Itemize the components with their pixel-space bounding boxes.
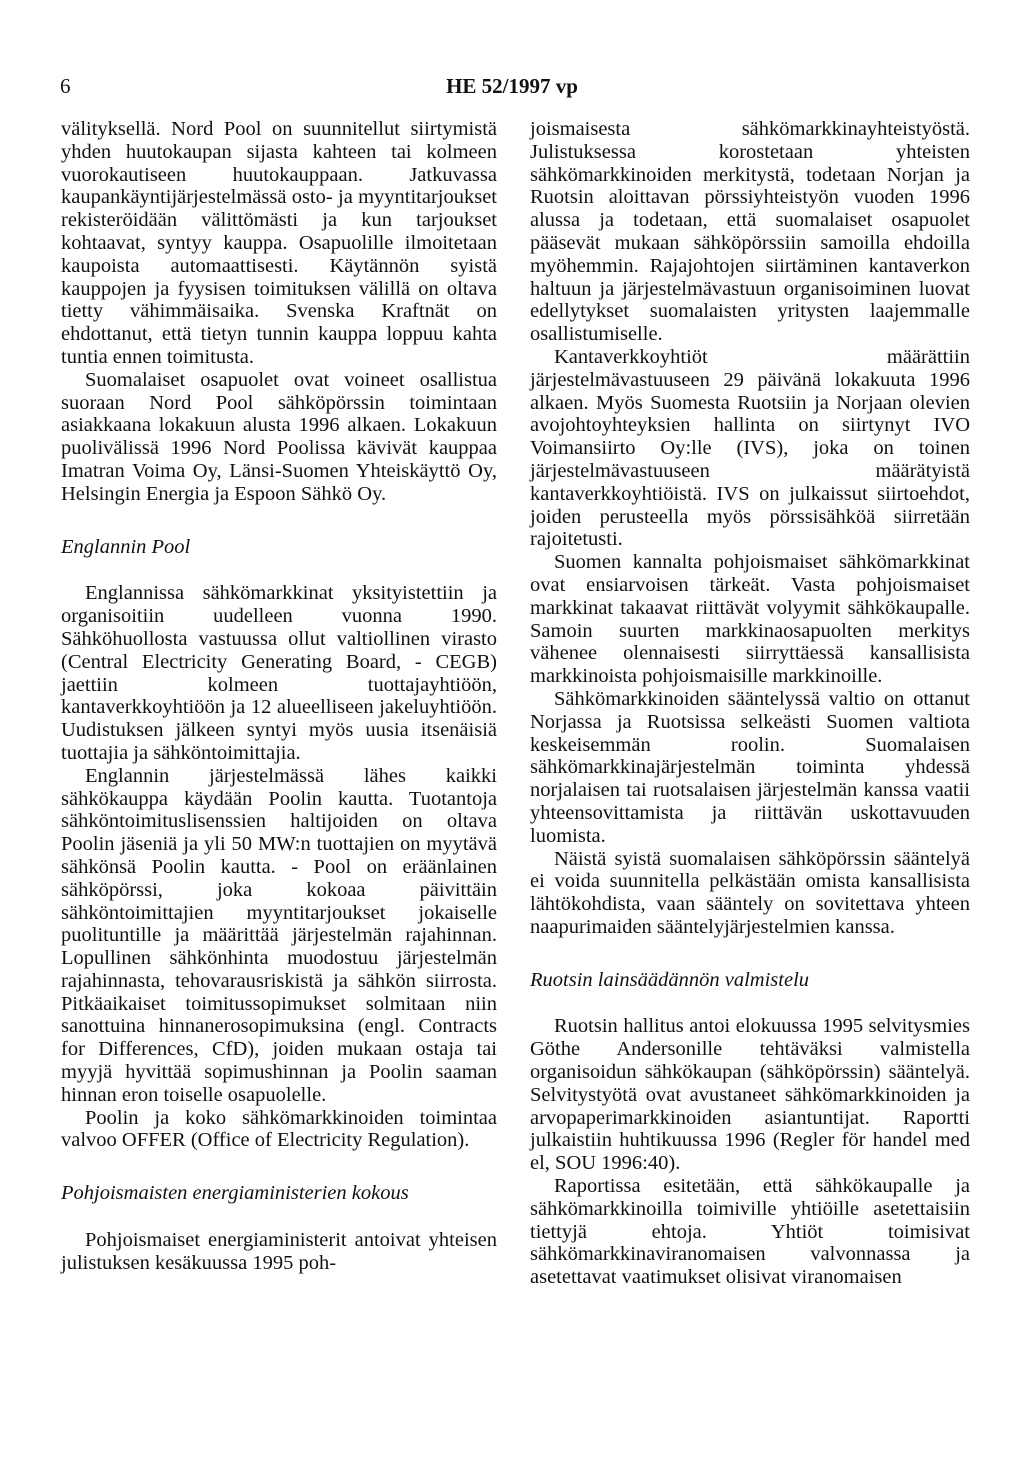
heading-swedish-legislation: Ruotsin lainsäädännön valmistelu [530, 968, 810, 991]
page-header [0, 74, 1024, 104]
paragraph-england-privatisation: Englannissa sähkömarkkinat yksityistettiin ja organisoitiin uudelleen vuonna 1990. Sähköhuollosta vastuussa ollut valtiollinen virasto (Central Electricity Generating Board, - CEGB) jaettiin kolmeen tuottajayhtiöön, kantaverkkoyhtiöön ja 12 alueelliseen jakeluyhtiöön. Uudistuksen jälkeen syntyi myös uusia itsenäisiä tuottajia ja sähköntoimittajia. [61, 582, 497, 764]
paragraph-grid-companies: Kantaverkkoyhtiöt määrättiin järjestelmävastuuseen 29 päivänä lokakuuta 1996 alkaen. Myös Suomesta Ruotsiin ja Norjaan olevien avojohtoyhteyksien hallinta on siirtynyt IVO Voimansiirto Oy:lle (IVS), joka on toinen järjestelmävastuuseen määrätyistä kantaverkkoyhtiöistä. IVS on julkaissut siirtoehdot, joiden perusteella myös pörssisähköä siirretään rajoitetusti. [530, 345, 970, 551]
paragraph-ministers-declaration: Pohjoismaiset energiaministerit antoivat yhteisen julistuksen kesäkuussa 1995 poh- [61, 1229, 497, 1274]
right-column [530, 118, 970, 1289]
document-id: HE 52/1997 vp [446, 74, 578, 98]
paragraph-swedish-inquiry: Ruotsin hallitus antoi elokuussa 1995 selvitysmies Göthe Andersonille tehtäväksi valmistella organisoidun sähkökaupan (sähköpörssin) sääntelyä. Selvitystyötä ovat avustaneet sähkömarkkinoiden ja arvopaperimarkkinoiden asiantuntijat. Raportti julkaistiin huhtikuussa 1996 (Regler för handel med el, SOU 1996:40). [530, 1015, 970, 1175]
paragraph-declaration-continued: joismaisesta sähkömarkkinayhteistyöstä. Julistuksessa korostetaan yhteisten sähkömarkkinoiden merkitystä, todetaan Norjan ja Ruotsin aloittavan pörssiyhteistyön vuoden 1996 alussa ja todetaan, että suomalaiset osapuolet pääsevät mukaan sähköpörssiin samoilla ehdoilla myöhemmin. Rajajohtojen siirtäminen kantaverkon haltuun ja järjestelmävastuun organisoiminen luovat edellytykset suomalaisten yritysten laajemmalle osallistumiselle. [530, 118, 970, 346]
page-number: 6 [60, 74, 71, 98]
paragraph-regulation-coordination: Näistä syistä suomalaisen sähköpörssin sääntelyä ei voida suunnitella pelkästään omista kansallisista lähtökohdista, vaan sääntely on sovitettava yhteen naapurimaiden sääntelyjärjestelmien kanssa. [530, 847, 970, 938]
heading-englannin-pool: Englannin Pool [61, 535, 191, 558]
paragraph-offer-supervision: Poolin ja koko sähkömarkkinoiden toimintaa valvoo OFFER (Office of Electricity Regulation). [61, 1106, 497, 1152]
paragraph-nordic-markets-importance: Suomen kannalta pohjoismaiset sähkömarkkinat ovat ensiarvoisen tärkeät. Vasta pohjoismaiset markkinat takaavat riittävät volyymit sähkökaupalle. Samoin suurten markkinaosapuolten merkitys vähenee olennaisesti siirryttäessä kansallisista markkinoista pohjoismaisille markkinoille. [530, 551, 970, 688]
paragraph-report-conditions: Raportissa esitetään, että sähkökaupalle ja sähkömarkkinoilla toimiville yhtiöille asetettaisiin tiettyjä ehtoja. Yhtiöt toimisivat sähkömarkkinaviranomaisen valvonnassa ja asetettavat vaatimukset olisivat viranomaisen [530, 1175, 970, 1289]
paragraph-england-pool-trading: Englannin järjestelmässä lähes kaikki sähkökauppa käydään Poolin kautta. Tuotantoja sähköntoimituslisenssien haltijoiden on oltava Poolin jäseniä ja yli 50 MW:n tuottajien on myytävä sähkönsä Poolin kautta. - Pool on eräänlainen sähköpörssi, joka kokoaa päivittäin sähköntoimittajien myyntitarjoukset jokaiselle puolituntille ja määrittää järjestelmän rajahinnan. Lopullinen sähkönhinta muodostuu järjestelmän rajahinnasta, tehovarausriskistä ja sähkön siirrosta. Pitkäaikaiset toimitussopimukset solmitaan niin sanottuina hinnanerosopimuksina (engl. Contracts for Differences, CfD), joiden mukaan ostaja tai myyjä hyvittää sopimushinnan ja Poolin saaman hinnan eron toiselle osapuolelle. [61, 764, 497, 1106]
paragraph-nord-pool-auctions: välityksellä. Nord Pool on suunnitellut siirtymistä yhden huutokaupan sijasta kahteen tai kolmeen vuorokautiseen huutokauppaan. Jatkuvassa kaupankäyntijärjestelmässä osto- ja myyntitarjoukset rekisteröidään välittömästi ja kun tarjoukset kohtaavat, syntyy kauppa. Osapuolille ilmoitetaan kaupoista automaattisesti. Käytännön syistä kauppojen ja fyysisen toimituksen välillä on oltava tietty vähimmäisaika. Svenska Kraftnät on ehdottanut, että tietyn tunnin kauppa loppuu kahta tuntia ennen toimitusta. [61, 118, 497, 368]
heading-nordic-ministers: Pohjoismaisten energiaministerien kokous [61, 1182, 409, 1205]
paragraph-finnish-participants: Suomalaiset osapuolet ovat voineet osallistua suoraan Nord Pool sähköpörssin toimintaan asiakkaana lokakuun alusta 1996 alkaen. Lokakuun puolivälissä 1996 Nord Poolissa kävivät kauppaa Imatran Voima Oy, Länsi-Suomen Yhteiskäyttö Oy, Helsingin Energia ja Espoon Sähkö Oy. [61, 368, 497, 505]
paragraph-state-regulation: Sähkömarkkinoiden sääntelyssä valtio on ottanut Norjassa ja Ruotsissa selkeästi Suomen valtiota keskeisemmän roolin. Suomalaisen sähkömarkkinajärjestelmän toiminta yhdessä norjalaisen tai ruotsalaisen järjestelmän kanssa vaatii yhteensovittamista ja riittävän uskottavuuden luomista. [530, 687, 970, 847]
left-column [61, 118, 497, 1275]
